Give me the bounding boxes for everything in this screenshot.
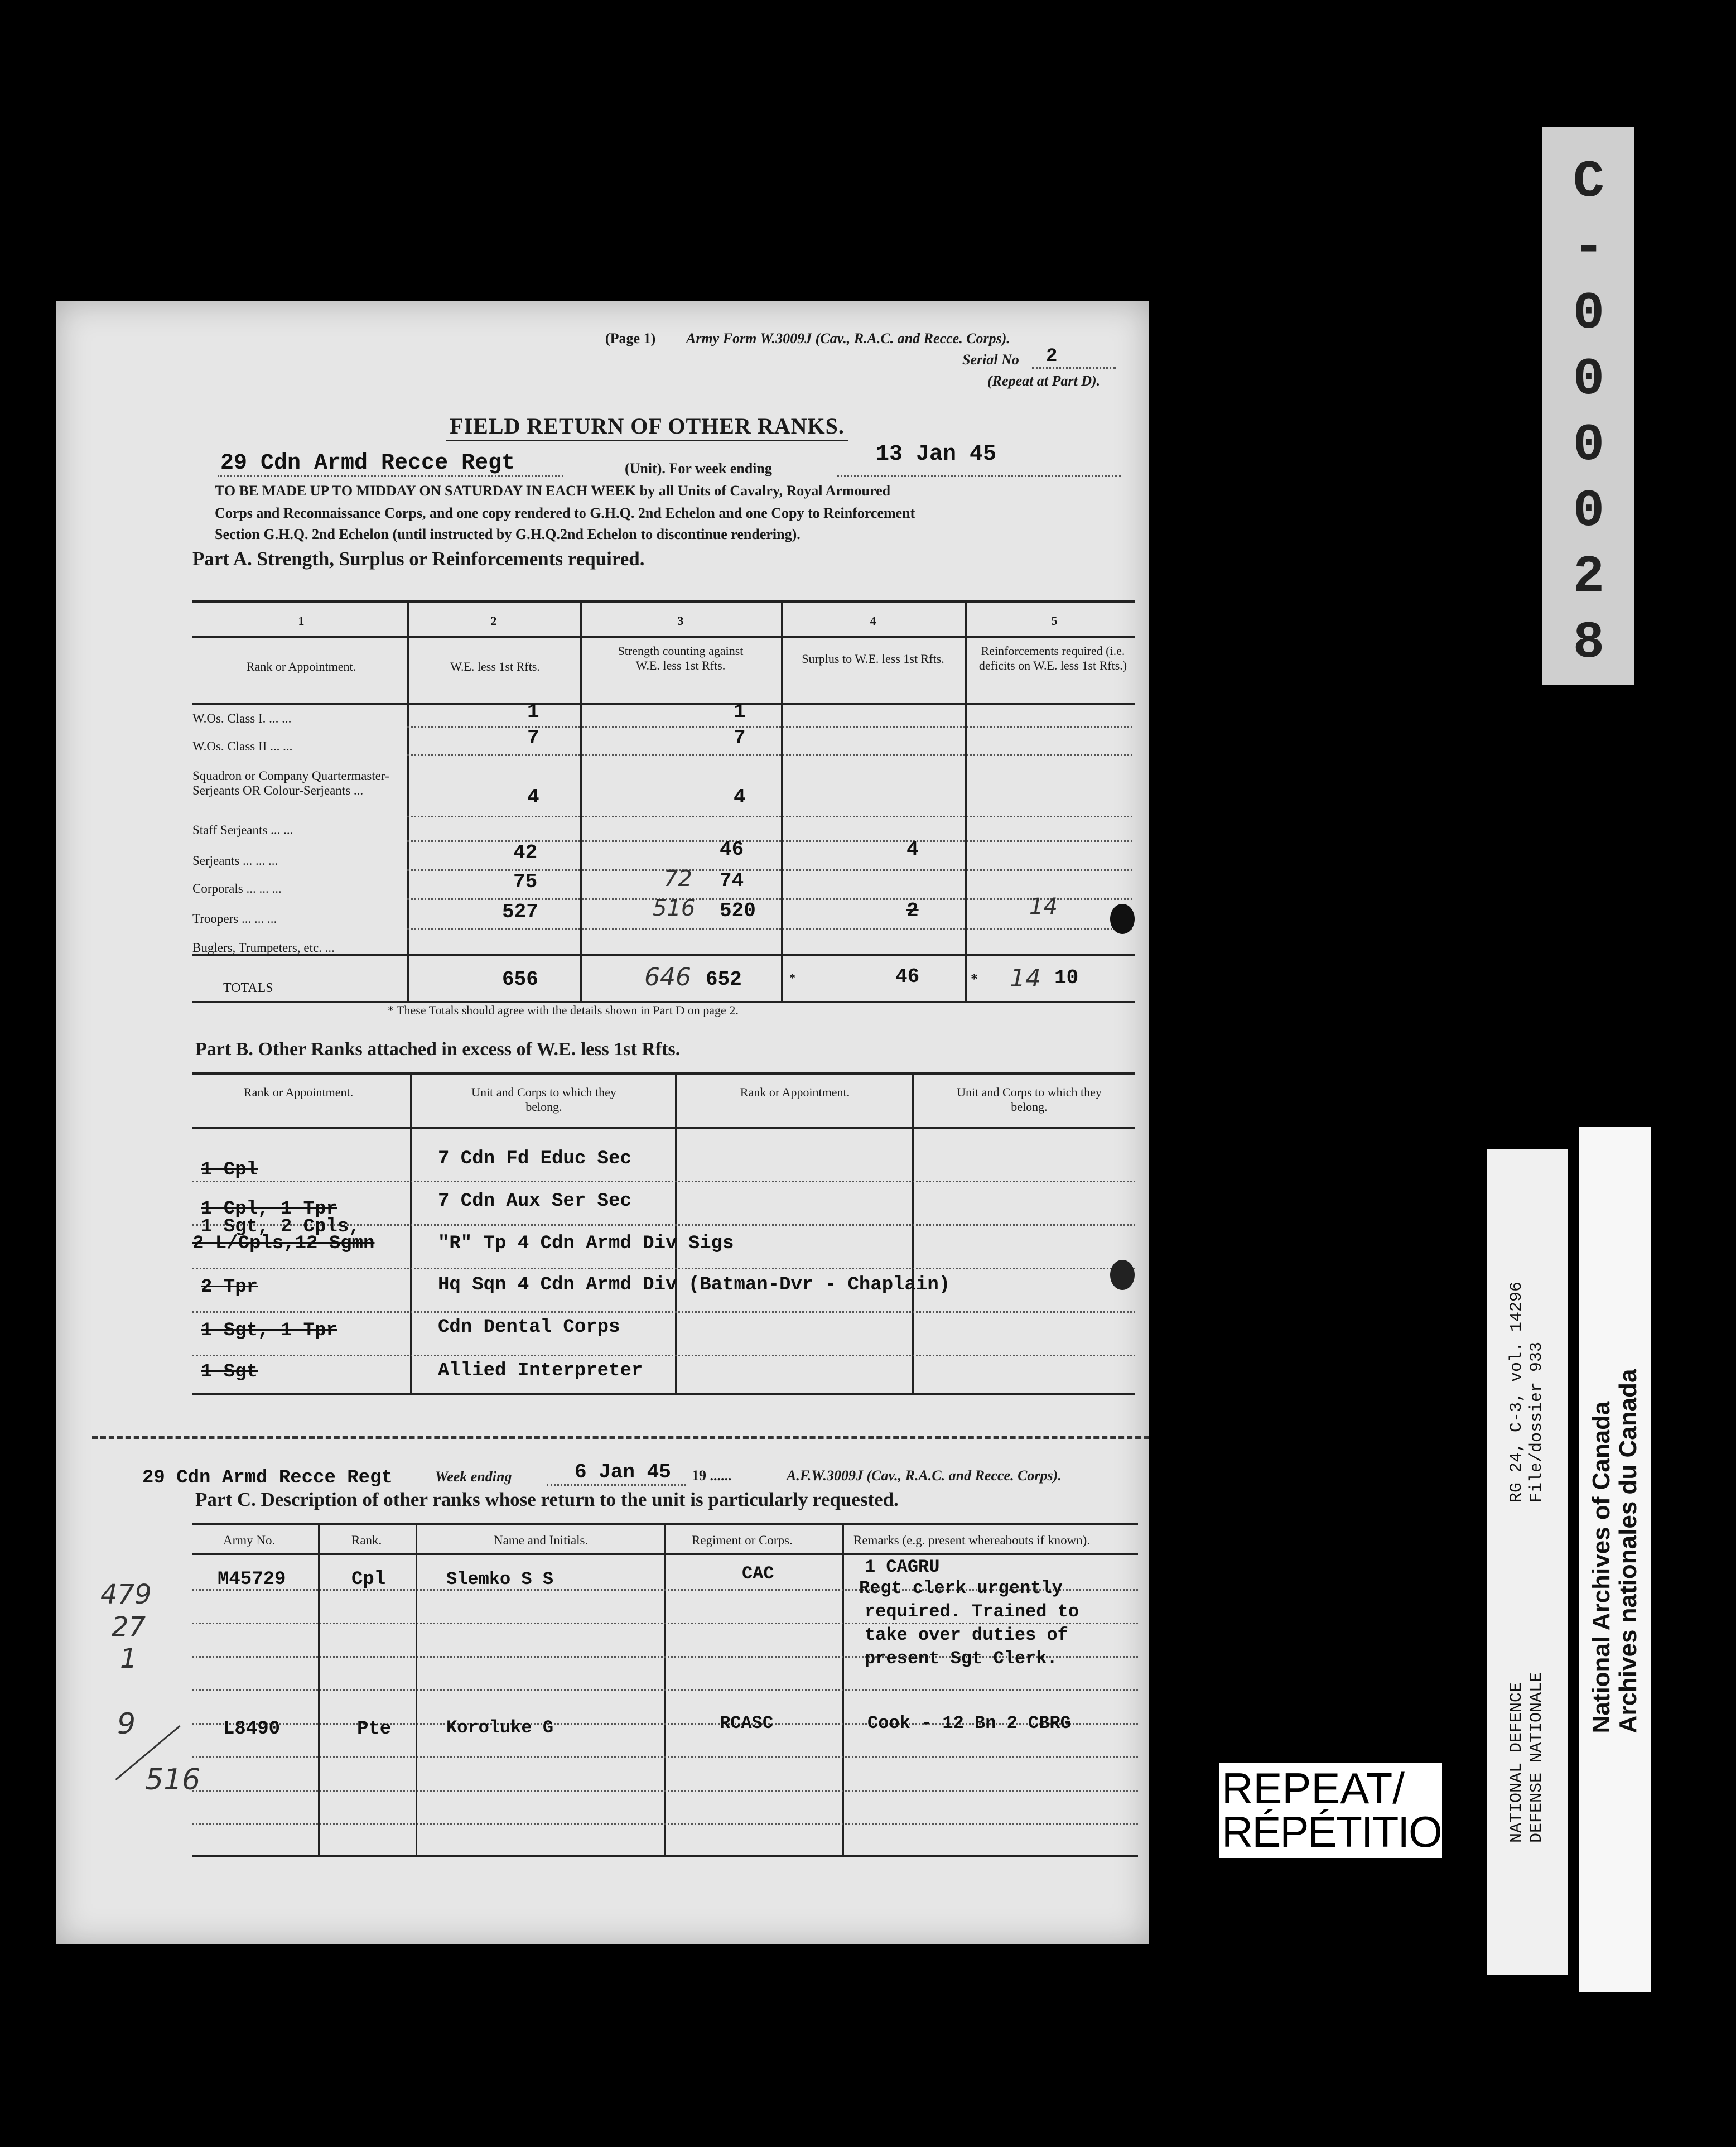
requested-1-remarks-2: Regt clerk urgently	[859, 1578, 1063, 1599]
col-number-4: 4	[870, 614, 876, 628]
totals-rein-hand: 14	[1010, 964, 1041, 993]
repeat-text: REPEAT/	[1222, 1764, 1405, 1813]
totals-we: 656	[502, 968, 538, 991]
attached-rank-2: 1 Cpl, 1 Tpr	[201, 1198, 337, 1220]
reel-char-4: 0	[1573, 350, 1605, 410]
margin-note-3: 1	[120, 1643, 137, 1674]
troopers-we: 527	[502, 901, 538, 923]
attached-rank-3a: 1 Sgt, 2 Cpls,	[201, 1216, 360, 1238]
nd-line-2: DEFENSE NATIONALE	[1527, 1672, 1546, 1843]
row-label-staff-sgt: Staff Serjeants ... ...	[192, 823, 293, 837]
reel-char-8: 8	[1573, 614, 1605, 673]
reel-char-2: -	[1573, 219, 1605, 278]
instruction-line-1: TO BE MADE UP TO MIDDAY ON SATURDAY IN EACH WEEK by all Units of Cavalry, Royal Armoured	[215, 483, 891, 499]
margin-note-1: 479	[100, 1579, 152, 1610]
requested-2-remarks: Cook - 12 Bn 2 CBRG	[867, 1713, 1071, 1734]
unit-value: 29 Cdn Armd Recce Regt	[220, 451, 515, 476]
wo2-strength: 7	[734, 726, 746, 749]
row-label-wo2: W.Os. Class II ... ...	[192, 739, 293, 753]
attached-rank-4: 2 Tpr	[201, 1277, 258, 1298]
attached-rank-5: 1 Sgt, 1 Tpr	[201, 1320, 337, 1341]
requested-1-rank: Cpl	[351, 1569, 386, 1590]
week-ending-value: 13 Jan 45	[876, 442, 997, 467]
attached-unit-3: "R" Tp 4 Cdn Armd Div Sigs	[438, 1233, 734, 1254]
repeat-stamp	[1219, 1763, 1472, 1858]
col-number-3: 3	[677, 614, 684, 628]
margin-note-4: 9	[117, 1707, 136, 1741]
attached-unit-5: Cdn Dental Corps	[438, 1317, 620, 1338]
part-b-header-rank-1: Rank or Appointment.	[243, 1085, 354, 1099]
requested-1-corps: CAC	[742, 1563, 774, 1584]
troopers-surplus: 2	[906, 899, 919, 922]
troopers-strength: 520	[720, 899, 756, 922]
instruction-line-3: Section G.H.Q. 2nd Echelon (until instructed by G.H.Q.2nd Echelon to discontinue rendering).	[215, 526, 801, 542]
nd-line-1: NATIONAL DEFENCE	[1507, 1682, 1526, 1843]
part-c-header-corps: Regiment or Corps.	[692, 1533, 793, 1547]
army-form-ref: Army Form W.3009J (Cav., R.A.C. and Recce. Corps).	[686, 330, 1010, 346]
ref-line-2: File/dossier 933	[1527, 1341, 1546, 1503]
unit-suffix: (Unit). For week ending	[625, 460, 772, 476]
requested-1-remarks-4: take over duties of	[865, 1625, 1068, 1645]
part-a-heading: Part A. Strength, Surplus or Reinforcements required.	[192, 548, 645, 570]
row-label-troopers: Troopers ... ... ...	[192, 912, 277, 926]
attached-rank-1: 1 Cpl	[201, 1159, 258, 1181]
serial-label: Serial No	[962, 352, 1019, 368]
attached-unit-2: 7 Cdn Aux Ser Sec	[438, 1191, 631, 1212]
part-c-header-army-no: Army No.	[223, 1533, 276, 1547]
serjeants-strength: 46	[720, 838, 744, 861]
national-defence-label	[1487, 1149, 1568, 1975]
part-b-header-rank-2: Rank or Appointment.	[740, 1085, 850, 1099]
requested-1-remarks-3: required. Trained to	[865, 1601, 1079, 1622]
totals-surplus: 46	[895, 965, 920, 988]
lower-year: 19 ......	[692, 1467, 732, 1484]
margin-note-5: 516	[145, 1763, 201, 1797]
col-header-reinforcements: Reinforcements required (i.e. deficits on W.E. less 1st Rfts.)	[978, 644, 1127, 672]
part-c-heading: Part C. Description of other ranks whose return to the unit is particularly requested.	[195, 1489, 899, 1510]
col-header-strength: Strength counting against W.E. less 1st Rfts.	[618, 644, 744, 672]
totals-label: TOTALS	[223, 981, 273, 995]
reel-char-7: 2	[1573, 548, 1605, 607]
part-c-header-name: Name and Initials.	[494, 1533, 589, 1547]
requested-1-remarks-5: present Sgt Clerk.	[865, 1648, 1058, 1669]
col-number-2: 2	[490, 614, 497, 628]
wo1-we: 1	[527, 700, 539, 723]
part-b-header-unit-2: Unit and Corps to which they belong.	[957, 1085, 1102, 1114]
row-label-buglers: Buglers, Trumpeters, etc. ...	[192, 941, 335, 955]
part-c-header-remarks: Remarks (e.g. present whereabouts if known).	[853, 1533, 1091, 1547]
wo1-strength: 1	[734, 700, 746, 723]
totals-rein-star: *	[971, 971, 978, 987]
requested-1-name: Slemko S S	[446, 1569, 554, 1590]
page-number: (Page 1)	[605, 330, 656, 346]
corporals-strength: 74	[720, 869, 744, 892]
form-title: FIELD RETURN OF OTHER RANKS.	[450, 413, 845, 439]
col-number-1: 1	[298, 614, 305, 628]
row-label-cqms: Squadron or Company Quartermaster-Serjeants OR Colour-Serjeants ...	[192, 769, 389, 797]
requested-2-name: Koroluke G	[446, 1717, 554, 1738]
reel-number-label	[1542, 127, 1634, 685]
totals-reinforcements: 10	[1054, 966, 1079, 989]
row-label-wo1: W.Os. Class I. ... ...	[192, 711, 292, 725]
requested-1-army-no: M45729	[218, 1569, 286, 1590]
reel-char-5: 0	[1573, 416, 1605, 475]
row-label-corporals: Corporals ... ... ...	[192, 882, 282, 896]
reel-char-6: 0	[1573, 482, 1605, 541]
nac-line-2: Archives nationales du Canada	[1614, 1369, 1642, 1734]
part-b-heading: Part B. Other Ranks attached in excess of W.E. less 1st Rfts.	[195, 1039, 681, 1060]
margin-note-2: 27	[112, 1611, 146, 1643]
wo2-we: 7	[527, 726, 539, 749]
corporals-we: 75	[513, 870, 538, 893]
attached-rank-6: 1 Sgt	[201, 1361, 258, 1383]
lower-unit-name: 29 Cdn Armd Recce Regt	[142, 1467, 393, 1489]
attached-unit-6: Allied Interpreter	[438, 1360, 643, 1381]
totals-strength: 652	[706, 968, 742, 991]
tear-off-line	[92, 1436, 1149, 1439]
col-header-rank: Rank or Appointment.	[246, 659, 356, 673]
reel-char-1: C	[1573, 153, 1605, 212]
document-page	[56, 301, 1149, 1944]
lower-form-ref: A.F.W.3009J (Cav., R.A.C. and Recce. Corps).	[787, 1467, 1062, 1484]
repeat-note: (Repeat at Part D).	[987, 373, 1101, 389]
attached-rank-3b: 2 L/Cpls,12 Sgmn	[192, 1233, 375, 1254]
col-header-surplus: Surplus to W.E. less 1st Rfts.	[802, 652, 944, 666]
archives-canada-label	[1579, 1127, 1651, 1992]
ref-line-1: RG 24, C-3, vol. 14296	[1507, 1281, 1526, 1503]
part-b-header-unit-1: Unit and Corps to which they belong.	[471, 1085, 616, 1114]
totals-hand-correction: 646	[644, 963, 691, 991]
serjeants-we: 42	[513, 841, 538, 864]
reel-char-3: 0	[1573, 285, 1605, 344]
punch-hole-bottom	[1110, 1260, 1135, 1290]
col-header-we: W.E. less 1st Rfts.	[450, 659, 540, 673]
requested-2-rank: Pte	[357, 1718, 392, 1740]
punch-hole-top	[1110, 904, 1135, 934]
nac-line-1: National Archives of Canada	[1588, 1401, 1615, 1734]
troopers-reinforcements: 14	[1029, 894, 1058, 920]
serial-value: 2	[1046, 346, 1058, 367]
totals-note: * These Totals should agree with the details shown in Part D on page 2.	[388, 1003, 739, 1017]
requested-1-remarks-1: 1 CAGRU	[865, 1557, 940, 1577]
repetition-text: RÉPÉTITION	[1222, 1807, 1472, 1856]
cqms-strength: 4	[734, 786, 746, 808]
serjeants-surplus: 4	[906, 838, 919, 861]
lower-week-label: Week ending	[435, 1469, 512, 1485]
requested-2-corps: RCASC	[720, 1713, 774, 1734]
part-c-header-rank: Rank.	[351, 1533, 382, 1547]
corporals-hand-correction: 72	[664, 866, 692, 892]
col-number-5: 5	[1051, 614, 1058, 628]
instruction-line-2: Corps and Reconnaissance Corps, and one copy rendered to G.H.Q. 2nd Echelon and one Copy to Reinforcement	[215, 505, 915, 521]
lower-week-value: 6 Jan 45	[575, 1461, 671, 1484]
totals-surplus-star: *	[789, 971, 795, 985]
requested-2-army-no: L8490	[223, 1718, 281, 1740]
attached-unit-4: Hq Sqn 4 Cdn Armd Div (Batman-Dvr - Chaplain)	[438, 1274, 951, 1296]
cqms-we: 4	[527, 786, 539, 808]
attached-unit-1: 7 Cdn Fd Educ Sec	[438, 1148, 631, 1169]
troopers-hand-correction: 516	[653, 896, 696, 921]
row-label-serjeants: Serjeants ... ... ...	[192, 854, 278, 868]
